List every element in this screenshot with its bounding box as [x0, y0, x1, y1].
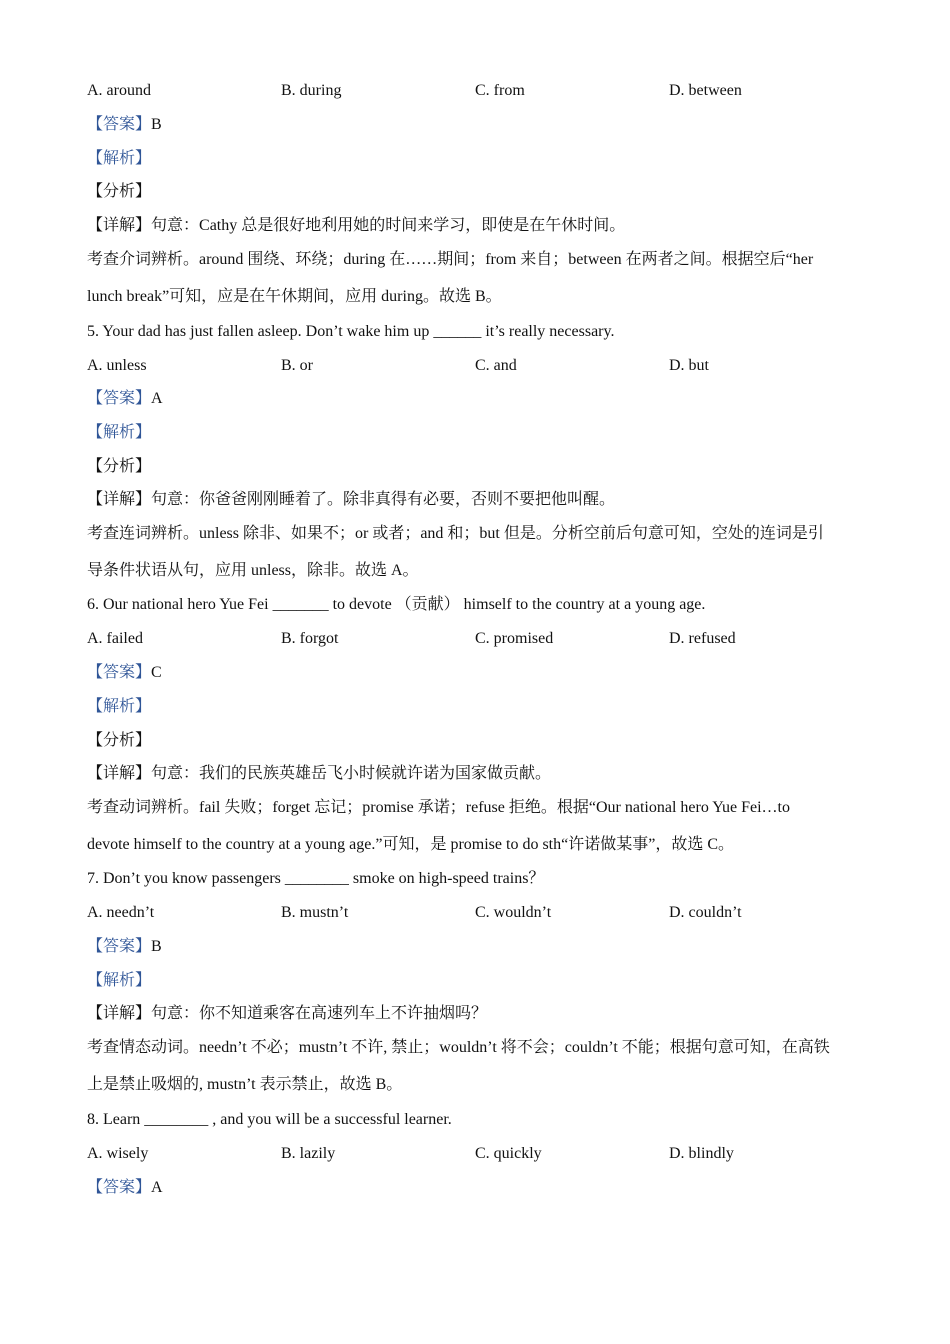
q5-option-c: C. and — [475, 357, 517, 374]
detail-tag: 【详解】 — [87, 765, 152, 782]
q5-option-b: B. or — [281, 357, 313, 374]
q4-answer — [87, 115, 162, 135]
q6-explain-1: 考查动词辨析。fail 失败；forget 忘记；promise 承诺；refuse 拒绝。根据“Our national hero Yue Fei…to — [87, 799, 791, 816]
q7-option-b: B. mustn’t — [281, 904, 349, 921]
answer-tag: 【答案】 — [87, 116, 152, 133]
detail-text: 句意：我们的民族英雄岳飞小时候就许诺为国家做贡献。 — [151, 765, 552, 782]
answer-tag: 【答案】 — [87, 938, 152, 955]
q5-option-d: D. but — [669, 357, 709, 374]
q5-explain-1: 考查连词辨析。unless 除非、如果不；or 或者；and 和；but 但是。分析空前后句意可知，空处的连词是引 — [87, 525, 824, 542]
q5-explain-2: 导条件状语从句，应用 unless，除非。故选 A。 — [87, 562, 419, 579]
q7-detail — [87, 1004, 487, 1024]
q8-option-d: D. blindly — [669, 1145, 734, 1162]
answer-value: A — [151, 390, 163, 407]
q7-option-a: A. needn’t — [87, 904, 155, 921]
q5-fenxi-tag: 【分析】 — [87, 458, 152, 475]
q6-options — [0, 629, 950, 649]
q6-option-c: C. promised — [475, 630, 554, 647]
detail-text: 句意：Cathy 总是很好地利用她的时间来学习，即使是在午休时间。 — [151, 217, 626, 234]
q5-options — [0, 356, 950, 376]
q6-fenxi-tag: 【分析】 — [87, 732, 152, 749]
q5-answer — [87, 389, 163, 409]
q4-explain-1: 考查介词辨析。around 围绕、环绕；during 在……期间；from 来自；between 在两者之间。根据空后“her — [87, 251, 814, 268]
q7-option-c: C. wouldn’t — [475, 904, 552, 921]
q7-explain-1: 考查情态动词。needn’t 不必；mustn’t 不许, 禁止；wouldn’t 将不会；couldn’t 不能；根据句意可知，在高铁 — [87, 1039, 830, 1056]
q7-question: 7. Don’t you know passengers ________ smoke on high-speed trains？ — [87, 870, 545, 887]
q8-option-c: C. quickly — [475, 1145, 542, 1162]
q5-jiexi-tag: 【解析】 — [87, 424, 152, 441]
q6-answer — [87, 663, 162, 683]
answer-value: A — [151, 1179, 163, 1196]
q6-explain-2: devote himself to the country at a young age.”可知，是 promise to do sth“许诺做某事”，故选 C。 — [87, 836, 735, 853]
q6-option-a: A. failed — [87, 630, 143, 647]
answer-tag: 【答案】 — [87, 390, 152, 407]
q7-answer — [87, 937, 162, 957]
q4-options — [0, 81, 950, 101]
q4-detail — [87, 216, 625, 236]
detail-tag: 【详解】 — [87, 217, 152, 234]
q8-question: 8. Learn ________ , and you will be a successful learner. — [87, 1111, 452, 1128]
q8-answer — [87, 1178, 163, 1198]
q8-option-b: B. lazily — [281, 1145, 336, 1162]
q8-options — [0, 1144, 950, 1164]
q7-explain-2: 上是禁止吸烟的, mustn’t 表示禁止，故选 B。 — [87, 1076, 403, 1093]
answer-value: C — [151, 664, 162, 681]
q4-explain-2: lunch break”可知，应是在午休期间，应用 during。故选 B。 — [87, 288, 502, 305]
detail-text: 句意：你爸爸刚刚睡着了。除非真得有必要，否则不要把他叫醒。 — [151, 491, 616, 508]
q5-question: 5. Your dad has just fallen asleep. Don’t wake him up ______ it’s really necessary. — [87, 323, 615, 340]
q6-question: 6. Our national hero Yue Fei _______ to devote （贡献） himself to the country at a young age. — [87, 596, 706, 613]
detail-text: 句意：你不知道乘客在高速列车上不许抽烟吗？ — [151, 1005, 488, 1022]
q6-jiexi-tag: 【解析】 — [87, 698, 152, 715]
answer-tag: 【答案】 — [87, 1179, 152, 1196]
q6-option-d: D. refused — [669, 630, 736, 647]
q6-detail — [87, 764, 551, 784]
answer-tag: 【答案】 — [87, 664, 152, 681]
q5-detail — [87, 490, 615, 510]
detail-tag: 【详解】 — [87, 491, 152, 508]
q4-option-c: C. from — [475, 82, 525, 99]
q5-option-a: A. unless — [87, 357, 147, 374]
answer-value: B — [151, 938, 162, 955]
q8-option-a: A. wisely — [87, 1145, 149, 1162]
detail-tag: 【详解】 — [87, 1005, 152, 1022]
q7-options — [0, 903, 950, 923]
answer-value: B — [151, 116, 162, 133]
q4-option-d: D. between — [669, 82, 742, 99]
q4-option-a: A. around — [87, 82, 151, 99]
q7-option-d: D. couldn’t — [669, 904, 742, 921]
q4-fenxi-tag: 【分析】 — [87, 183, 152, 200]
q4-option-b: B. during — [281, 82, 342, 99]
q7-jiexi-tag: 【解析】 — [87, 972, 152, 989]
q6-option-b: B. forgot — [281, 630, 339, 647]
q4-jiexi-tag: 【解析】 — [87, 150, 152, 167]
